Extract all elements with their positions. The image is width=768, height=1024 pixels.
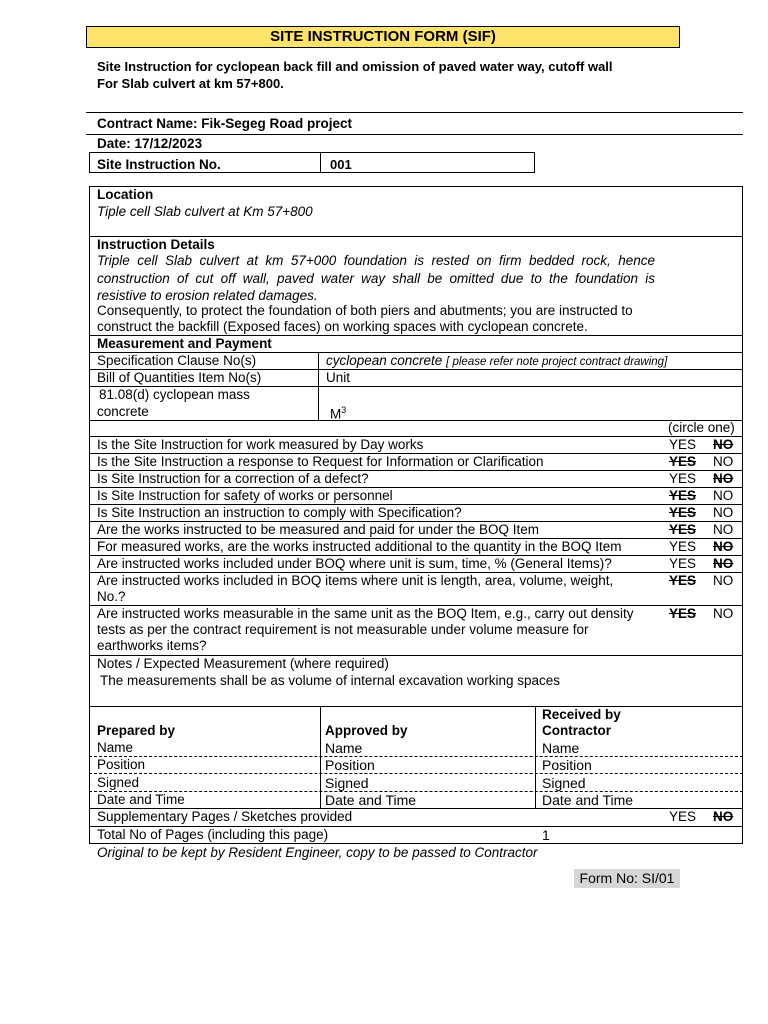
spec-clause-value — [326, 353, 667, 370]
approved-date-time: Date and Time — [325, 792, 417, 808]
boq-item-line-1: 81.08(d) cyclopean mass — [99, 387, 250, 402]
site-instruction-no-value: 001 — [330, 157, 352, 172]
question-1: Is the Site Instruction for work measured by Day works — [97, 437, 424, 452]
question-6: Are the works instructed to be measured and paid for under the BOQ Item — [97, 522, 539, 537]
spec-clause-note: [ please refer note project contract drawing] — [446, 356, 668, 368]
supplementary-yes: YES — [669, 809, 697, 824]
question-7: For measured works, are the works instructed additional to the quantity in the BOQ Item — [97, 539, 622, 554]
q2-yes: YES — [669, 454, 697, 469]
approved-signed: Signed — [325, 775, 369, 791]
q6-yes: YES — [669, 522, 697, 537]
footer-note: Original to be kept by Resident Engineer, copy to be passed to Contractor — [97, 845, 538, 860]
question-2: Is the Site Instruction a response to Request for Information or Clarification — [97, 454, 544, 469]
location-label: Location — [97, 187, 154, 202]
q10-no: NO — [713, 606, 734, 621]
form-subtitle — [97, 58, 697, 92]
q3-yes: YES — [669, 471, 697, 486]
form-title: SITE INSTRUCTION FORM (SIF) — [86, 26, 680, 48]
q8-no: NO — [713, 556, 734, 571]
question-9-line-2: No.? — [97, 589, 126, 604]
divider — [86, 134, 743, 135]
q1-no: NO — [713, 437, 734, 452]
question-9-line-1: Are instructed works included in BOQ items where unit is length, area, volume, weight, — [97, 573, 614, 588]
q4-no: NO — [713, 488, 734, 503]
question-10-line-2: tests as per the contract requirement is not measurable under volume measure for — [97, 622, 589, 637]
q1-yes: YES — [669, 437, 697, 452]
question-5: Is Site Instruction an instruction to comply with Specification? — [97, 505, 462, 520]
instruction-line-5: construct the backfill (Exposed faces) on working spaces with cyclopean concrete. — [97, 319, 588, 334]
supplementary-label: Supplementary Pages / Sketches provided — [97, 809, 353, 824]
instruction-details — [97, 252, 655, 305]
q7-no: NO — [713, 539, 734, 554]
q9-no: NO — [713, 573, 734, 588]
unit-label: Unit — [326, 370, 351, 385]
unit-value-sup: 3 — [341, 405, 347, 415]
form-number: Form No: SI/01 — [574, 869, 680, 888]
received-position: Position — [542, 757, 592, 773]
prepared-position: Position — [97, 757, 146, 772]
q5-yes: YES — [669, 505, 697, 520]
q5-no: NO — [713, 505, 734, 520]
q7-yes: YES — [669, 539, 697, 554]
notes-value: The measurements shall be as volume of internal excavation working spaces — [100, 673, 560, 688]
instruction-label: Instruction Details — [97, 237, 215, 252]
unit-value-text: M — [330, 406, 342, 422]
contract-name: Contract Name: Fik-Segeg Road project — [97, 116, 353, 131]
approved-by-label: Approved by — [325, 723, 408, 738]
spec-clause-text: cyclopean concrete — [326, 353, 443, 368]
boq-item-label: Bill of Quantities Item No(s) — [97, 370, 262, 385]
question-8: Are instructed works included under BOQ where unit is sum, time, % (General Items)? — [97, 556, 612, 571]
divider — [89, 843, 743, 844]
subtitle-line-2: For Slab culvert at km 57+800. — [97, 76, 284, 91]
total-pages-label: Total No of Pages (including this page) — [97, 827, 329, 842]
received-by-line-1: Received by — [542, 707, 621, 722]
q6-no: NO — [713, 522, 734, 537]
prepared-signed: Signed — [97, 775, 140, 790]
question-4: Is Site Instruction for safety of works or personnel — [97, 488, 393, 503]
question-3: Is Site Instruction for a correction of a defect? — [97, 471, 369, 486]
notes-label: Notes / Expected Measurement (where required) — [97, 656, 389, 671]
supplementary-no: NO — [713, 809, 734, 824]
prepared-by-label: Prepared by — [97, 723, 176, 738]
dashed-divider — [89, 756, 743, 757]
divider — [86, 112, 743, 113]
question-10-line-1: Are instructed works measurable in the same unit as the BOQ Item, e.g., carry out density — [97, 606, 634, 621]
q3-no: NO — [713, 471, 734, 486]
received-signed: Signed — [542, 775, 586, 791]
received-by-line-2: Contractor — [542, 723, 612, 738]
dashed-divider — [89, 773, 743, 774]
total-pages-value: 1 — [542, 827, 550, 843]
divider — [89, 420, 743, 421]
q2-no: NO — [713, 454, 734, 469]
q8-yes: YES — [669, 556, 697, 571]
received-name: Name — [542, 740, 580, 756]
instruction-line-4: Consequently, to protect the foundation of both piers and abutments; you are instructed to — [97, 303, 633, 318]
divider — [318, 352, 319, 420]
subtitle-line-1: Site Instruction for cyclopean back fill and omission of paved water way, cutoff wall — [97, 59, 613, 74]
approved-position: Position — [325, 757, 375, 773]
divider — [320, 706, 321, 808]
instruction-line-1: Triple cell Slab culvert at km 57+000 foundation is rested on firm bedded rock, hence — [97, 253, 655, 268]
divider — [320, 152, 321, 173]
divider — [535, 706, 536, 808]
measurement-label: Measurement and Payment — [97, 336, 272, 351]
prepared-name: Name — [97, 740, 134, 755]
boq-item-line-2: concrete — [97, 404, 149, 419]
form-date: Date: 17/12/2023 — [97, 136, 203, 151]
site-instruction-no-label: Site Instruction No. — [97, 157, 221, 172]
question-10-line-3: earthworks items? — [97, 638, 207, 653]
q9-yes: YES — [669, 573, 697, 588]
divider — [89, 706, 743, 707]
received-by-label — [542, 707, 621, 739]
q4-yes: YES — [669, 488, 697, 503]
prepared-date-time: Date and Time — [97, 792, 185, 807]
spec-clause-label: Specification Clause No(s) — [97, 353, 257, 368]
instruction-line-3: resistive to erosion related damages. — [97, 288, 318, 303]
location-value: Tiple cell Slab culvert at Km 57+800 — [97, 204, 313, 219]
circle-one-label: (circle one) — [668, 420, 735, 435]
q10-yes: YES — [669, 606, 697, 621]
instruction-line-2: construction of cut off wall, paved water way shall be omitted due to the foundation is — [97, 270, 655, 286]
approved-name: Name — [325, 740, 363, 756]
received-date-time: Date and Time — [542, 792, 634, 808]
